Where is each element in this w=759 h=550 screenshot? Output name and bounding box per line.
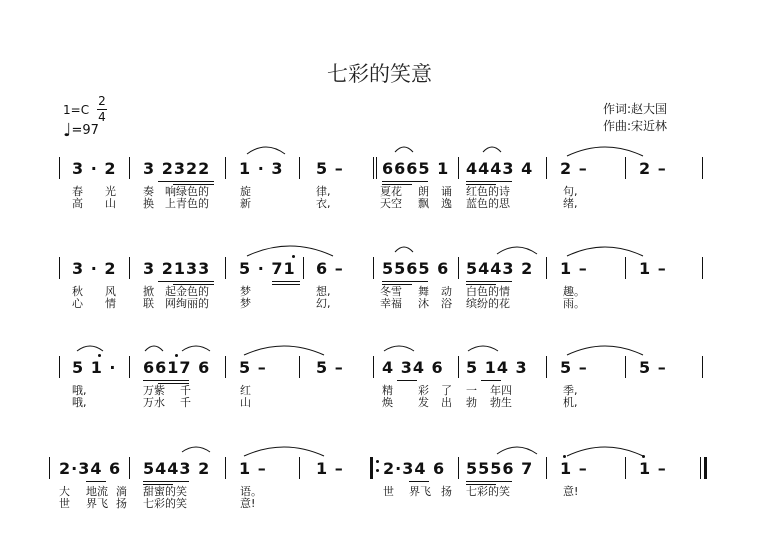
lyric: 一 — [466, 384, 477, 397]
measure-5-notes: 5565 6 — [382, 259, 450, 278]
measure-7-notes: 5 – — [560, 358, 588, 377]
lyric: 奏 — [143, 185, 154, 198]
lyric: 季, — [563, 384, 578, 397]
lyric: 联 — [143, 297, 154, 310]
lyric: 界飞 — [86, 497, 108, 510]
lyric: 世 — [59, 497, 70, 510]
measure-7-notes: 1 – — [560, 459, 588, 478]
lyric: 世 — [383, 485, 394, 498]
lyric: 幸福 — [380, 297, 402, 310]
measure-1-notes: 3 · 2 — [72, 259, 117, 278]
lyric: 冬雪 — [380, 285, 402, 298]
lyricist-credit: 作词:赵大国 — [603, 102, 668, 116]
measure-1-notes: 2·34 6 — [59, 459, 122, 478]
lyric: 雨。 — [563, 297, 585, 310]
score-row-1 — [0, 144, 759, 244]
lyric: 舞 — [418, 285, 429, 298]
lyric: 七彩的笑 — [143, 497, 187, 510]
lyric: 万紫 — [143, 384, 165, 397]
lyric: 意! — [240, 497, 256, 510]
lyric: 网绚丽的 — [165, 297, 209, 310]
song-title: 七彩的笑意 — [327, 62, 432, 86]
measure-3-notes: 5 · 71 — [239, 259, 296, 278]
measure-5-notes: 2·34 6 — [383, 459, 446, 478]
lyric: 上青色的 — [165, 197, 209, 210]
lyric: 红色的诗 — [466, 185, 510, 198]
tempo-marking — [63, 120, 99, 141]
tempo-value: =97 — [71, 123, 99, 138]
lyric: 沐 — [418, 297, 429, 310]
lyric: 幻, — [316, 297, 331, 310]
lyric: 夏花 — [380, 185, 402, 198]
meter-bottom: 4 — [98, 110, 106, 124]
lyric: 新 — [240, 197, 251, 210]
meter-top: 2 — [98, 94, 106, 108]
lyric: 衣, — [316, 197, 331, 210]
measure-8-notes: 2 – — [639, 159, 667, 178]
measure-6-notes: 5556 7 — [466, 459, 534, 478]
measure-1-notes: 3 · 2 — [72, 159, 117, 178]
lyric: 年四 — [490, 384, 512, 397]
lyric: 起金色的 — [165, 285, 209, 298]
measure-2-notes: 3 2322 — [143, 159, 211, 178]
lyric: 淌 — [116, 485, 127, 498]
lyric: 红 — [240, 384, 251, 397]
measure-5-notes: 4 34 6 — [382, 358, 444, 377]
lyric: 机, — [563, 396, 578, 409]
measure-8-notes: 5 – — [639, 358, 667, 377]
lyric: 甜蜜的笑 — [143, 485, 187, 498]
lyric: 彩 — [418, 384, 429, 397]
lyric: 想, — [316, 285, 331, 298]
measure-4-notes: 5 – — [316, 358, 344, 377]
lyric: 律, — [316, 185, 331, 198]
lyric: 秋 — [72, 285, 83, 298]
lyric: 了 — [441, 384, 452, 397]
lyric: 大 — [59, 485, 70, 498]
lyric: 天空 — [380, 197, 402, 210]
measure-3-notes: 1 · 3 — [239, 159, 284, 178]
lyric: 响绿色的 — [165, 185, 209, 198]
lyric: 诵 — [441, 185, 452, 198]
lyric: 界飞 — [409, 485, 431, 498]
measure-5-notes: 6665 1 — [382, 159, 450, 178]
lyric: 光 — [105, 185, 116, 198]
lyric: 朗 — [418, 185, 429, 198]
lyric: 飘 — [418, 197, 429, 210]
lyric: 换 — [143, 197, 154, 210]
lyric: 千 — [180, 396, 191, 409]
lyric: 精 — [382, 384, 393, 397]
lyric: 千 — [180, 384, 191, 397]
lyric: 蓝色的思 — [466, 197, 510, 210]
lyric: 梦 — [240, 285, 251, 298]
lyric: 句, — [563, 185, 578, 198]
lyric: 春 — [72, 185, 83, 198]
measure-4-notes: 5 – — [316, 159, 344, 178]
measure-2-notes: 3 2133 — [143, 259, 211, 278]
measure-6-notes: 4443 4 — [466, 159, 534, 178]
lyric: 掀 — [143, 285, 154, 298]
measure-3-notes: 5 – — [239, 358, 267, 377]
lyric: 山 — [105, 197, 116, 210]
lyric: 扬 — [441, 485, 452, 498]
lyric: 动 — [441, 285, 452, 298]
measure-2-notes: 6617 6 — [143, 358, 211, 377]
lyric: 七彩的笑 — [466, 485, 510, 498]
lyric: 风 — [105, 285, 116, 298]
lyric: 心 — [72, 297, 83, 310]
measure-1-notes: 5 1 · — [72, 358, 117, 377]
lyric: 出 — [441, 396, 452, 409]
lyric: 浴 — [441, 297, 452, 310]
measure-4-notes: 1 – — [316, 459, 344, 478]
score-row-2 — [0, 244, 759, 344]
lyric: 发 — [418, 396, 429, 409]
lyric: 情 — [105, 297, 116, 310]
lyric: 山 — [240, 396, 251, 409]
quarter-note-icon: ♩ — [63, 120, 72, 141]
lyric: 地流 — [86, 485, 108, 498]
measure-6-notes: 5443 2 — [466, 259, 534, 278]
lyric: 高 — [72, 197, 83, 210]
lyric: 哦, — [72, 396, 87, 409]
lyric: 语。 — [240, 485, 262, 498]
lyric: 哦, — [72, 384, 87, 397]
score-row-4 — [0, 444, 759, 544]
lyric: 绪, — [563, 197, 578, 210]
key-signature: 1=C — [63, 103, 90, 117]
lyric: 趣。 — [563, 285, 585, 298]
measure-3-notes: 1 – — [239, 459, 267, 478]
measure-7-notes: 1 – — [560, 259, 588, 278]
lyric: 意! — [563, 485, 579, 498]
measure-6-notes: 5 14 3 — [466, 358, 528, 377]
lyric: 逸 — [441, 197, 452, 210]
lyric: 勃 — [466, 396, 477, 409]
lyric: 白色的情 — [466, 285, 510, 298]
measure-8-notes: 1 – — [639, 259, 667, 278]
measure-4-notes: 6 – — [316, 259, 344, 278]
lyric: 扬 — [116, 497, 127, 510]
measure-7-notes: 2 – — [560, 159, 588, 178]
lyric: 旋 — [240, 185, 251, 198]
lyric: 缤纷的花 — [466, 297, 510, 310]
measure-2-notes: 5443 2 — [143, 459, 211, 478]
measure-8-notes: 1 – — [639, 459, 667, 478]
lyric: 梦 — [240, 297, 251, 310]
score-row-3 — [0, 343, 759, 443]
lyric: 万水 — [143, 396, 165, 409]
composer-credit: 作曲:宋近林 — [603, 119, 668, 133]
lyric: 勃生 — [490, 396, 512, 409]
lyric: 焕 — [382, 396, 393, 409]
